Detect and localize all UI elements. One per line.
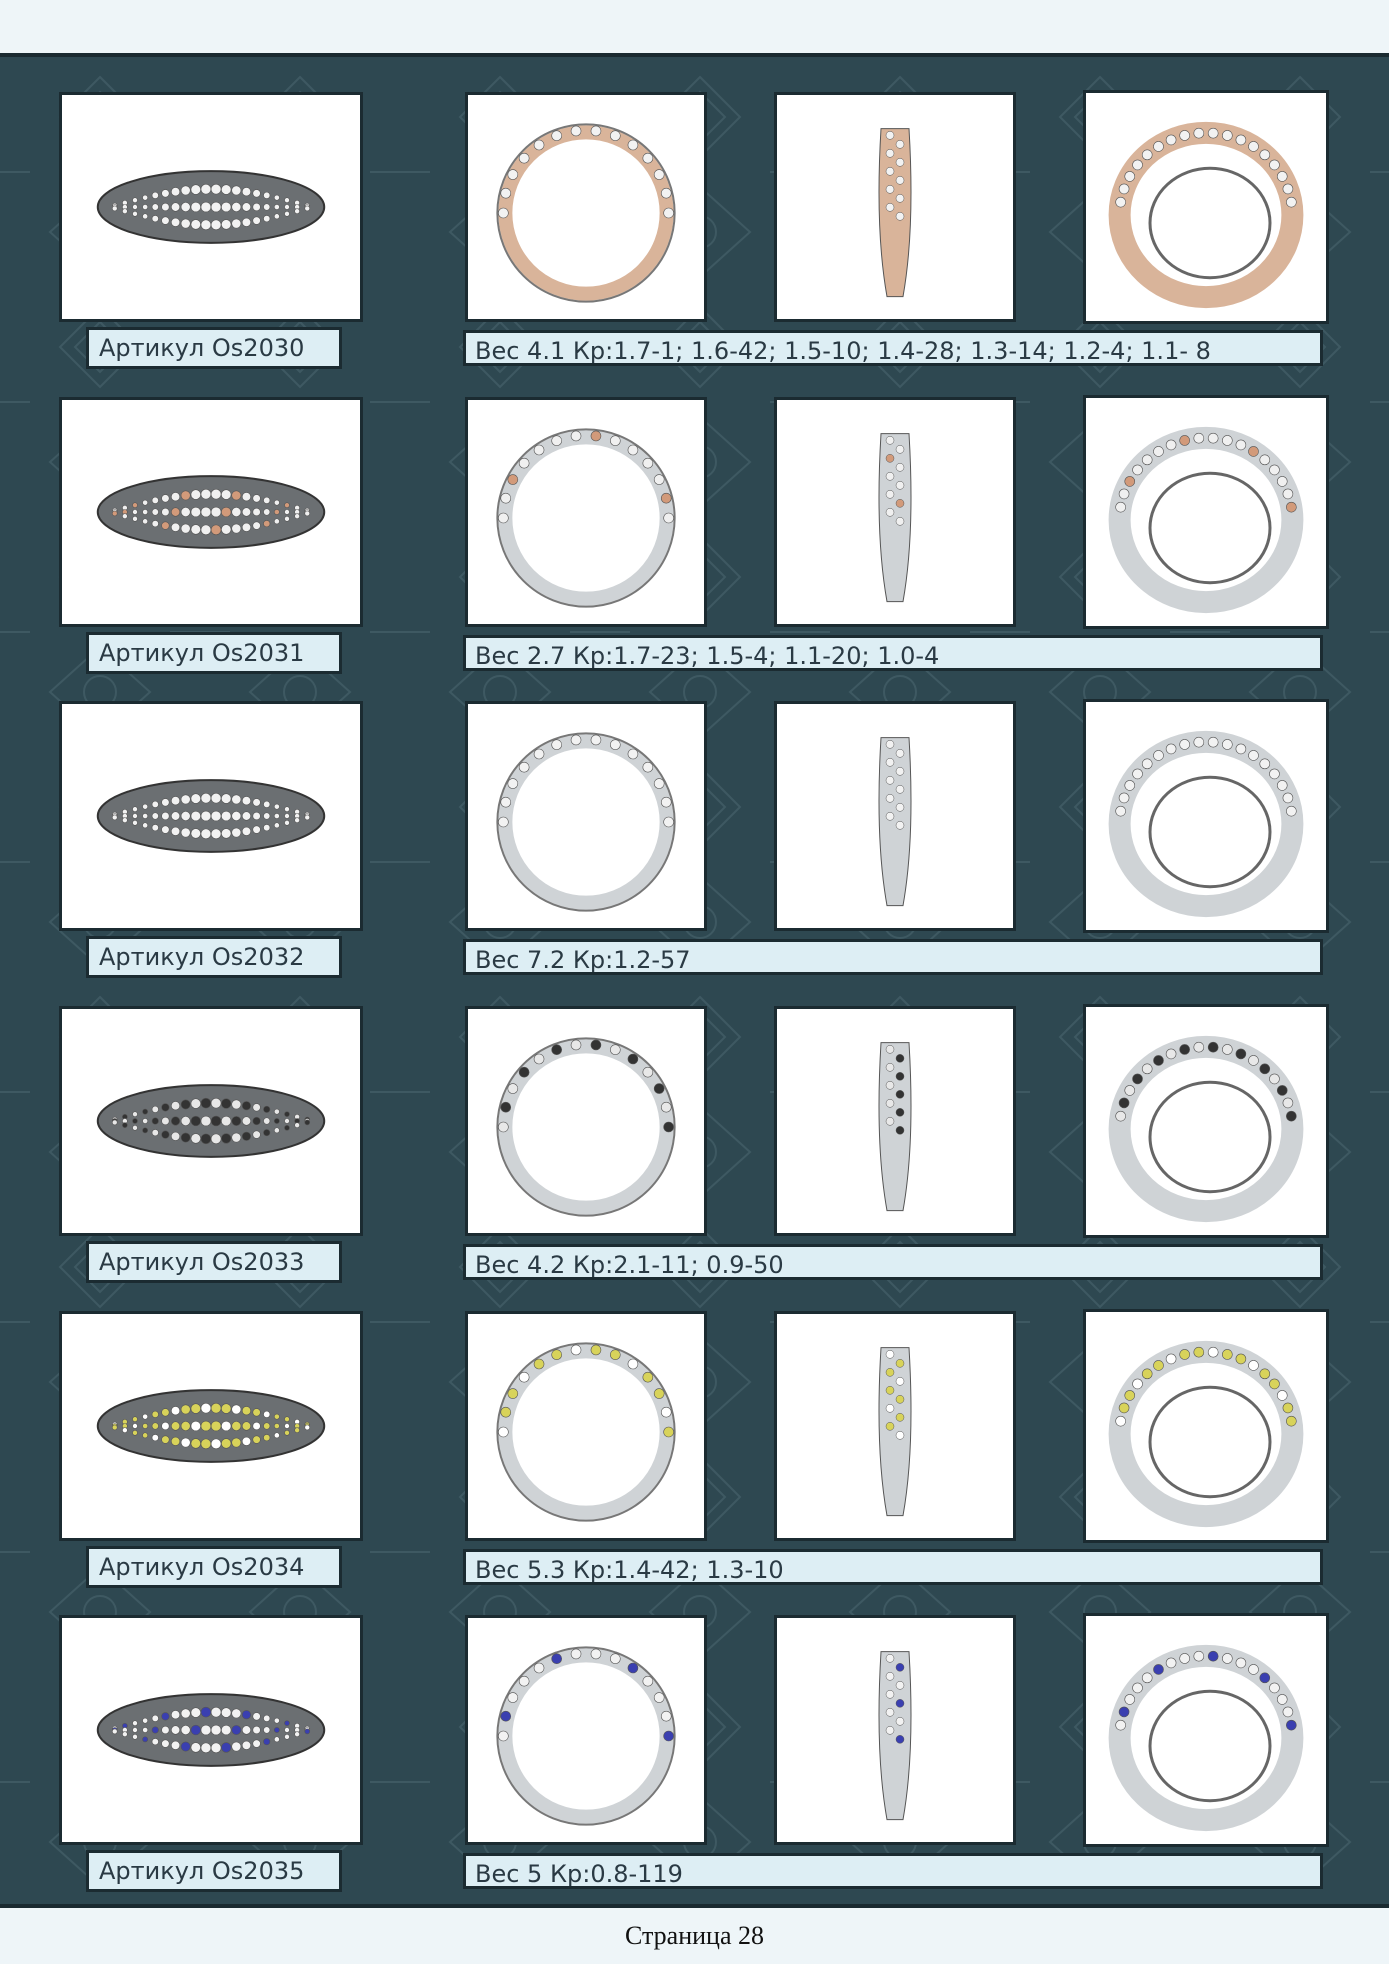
product-row: [0, 1006, 1389, 1311]
spec-bar: Вес 2.7 Кр:1.7-23; 1.5-4; 1.1-20; 1.0-4: [463, 635, 1323, 671]
sku-label: Артикул Os2033: [86, 1241, 342, 1283]
product-row: [0, 92, 1389, 397]
ring-image: [468, 400, 704, 624]
product-photo-side-view: [774, 1615, 1016, 1845]
ring-image: [62, 1009, 360, 1233]
product-photo-perspective-view: [1083, 1613, 1329, 1847]
product-photo-front-view: [465, 701, 707, 931]
spec-bar: Вес 4.1 Кр:1.7-1; 1.6-42; 1.5-10; 1.4-28; 1.3-14; 1.2-4; 1.1- 8: [463, 330, 1323, 366]
ring-image: [1086, 1312, 1326, 1540]
sku-label: Артикул Os2035: [86, 1850, 342, 1892]
sku-label: Артикул Os2032: [86, 936, 342, 978]
ring-image: [777, 704, 1013, 928]
product-photo-front-view: [465, 1615, 707, 1845]
sku-label: Артикул Os2031: [86, 632, 342, 674]
ring-image: [777, 400, 1013, 624]
ring-image: [777, 1618, 1013, 1842]
product-photo-side-view: [774, 1006, 1016, 1236]
spec-bar: Вес 7.2 Кр:1.2-57: [463, 939, 1323, 975]
ring-image: [468, 704, 704, 928]
sku-label: Артикул Os2030: [86, 327, 342, 369]
product-photo-top-view: [59, 397, 363, 627]
product-photo-top-view: [59, 92, 363, 322]
product-photo-front-view: [465, 397, 707, 627]
spec-bar: Вес 5.3 Кр:1.4-42; 1.3-10: [463, 1549, 1323, 1585]
product-row: [0, 397, 1389, 702]
product-row: [0, 1615, 1389, 1920]
product-photo-side-view: [774, 1311, 1016, 1541]
product-photo-side-view: [774, 701, 1016, 931]
product-photo-perspective-view: [1083, 395, 1329, 629]
product-photo-top-view: [59, 1615, 363, 1845]
product-photo-top-view: [59, 1006, 363, 1236]
ring-image: [1086, 1616, 1326, 1844]
ring-image: [62, 704, 360, 928]
product-photo-perspective-view: [1083, 1004, 1329, 1238]
ring-image: [1086, 398, 1326, 626]
product-photo-front-view: [465, 1311, 707, 1541]
spec-bar: Вес 4.2 Кр:2.1-11; 0.9-50: [463, 1244, 1323, 1280]
ring-image: [777, 95, 1013, 319]
ring-image: [468, 95, 704, 319]
ring-image: [1086, 1007, 1326, 1235]
ring-image: [62, 1314, 360, 1538]
product-photo-perspective-view: [1083, 90, 1329, 324]
ring-image: [777, 1009, 1013, 1233]
product-photo-top-view: [59, 1311, 363, 1541]
product-photo-perspective-view: [1083, 699, 1329, 933]
page-number: Страница 28: [624, 1921, 764, 1950]
ring-image: [468, 1618, 704, 1842]
ring-image: [777, 1314, 1013, 1538]
ring-image: [468, 1314, 704, 1538]
product-photo-top-view: [59, 701, 363, 931]
sku-label: Артикул Os2034: [86, 1546, 342, 1588]
spec-bar: Вес 5 Кр:0.8-119: [463, 1853, 1323, 1889]
product-row: [0, 701, 1389, 1006]
ring-image: [62, 400, 360, 624]
product-photo-perspective-view: [1083, 1309, 1329, 1543]
ring-image: [468, 1009, 704, 1233]
product-photo-front-view: [465, 92, 707, 322]
product-photo-side-view: [774, 92, 1016, 322]
ring-image: [62, 1618, 360, 1842]
ring-image: [62, 95, 360, 319]
ring-image: [1086, 702, 1326, 930]
ring-image: [1086, 93, 1326, 321]
product-row: [0, 1311, 1389, 1616]
product-photo-front-view: [465, 1006, 707, 1236]
product-photo-side-view: [774, 397, 1016, 627]
